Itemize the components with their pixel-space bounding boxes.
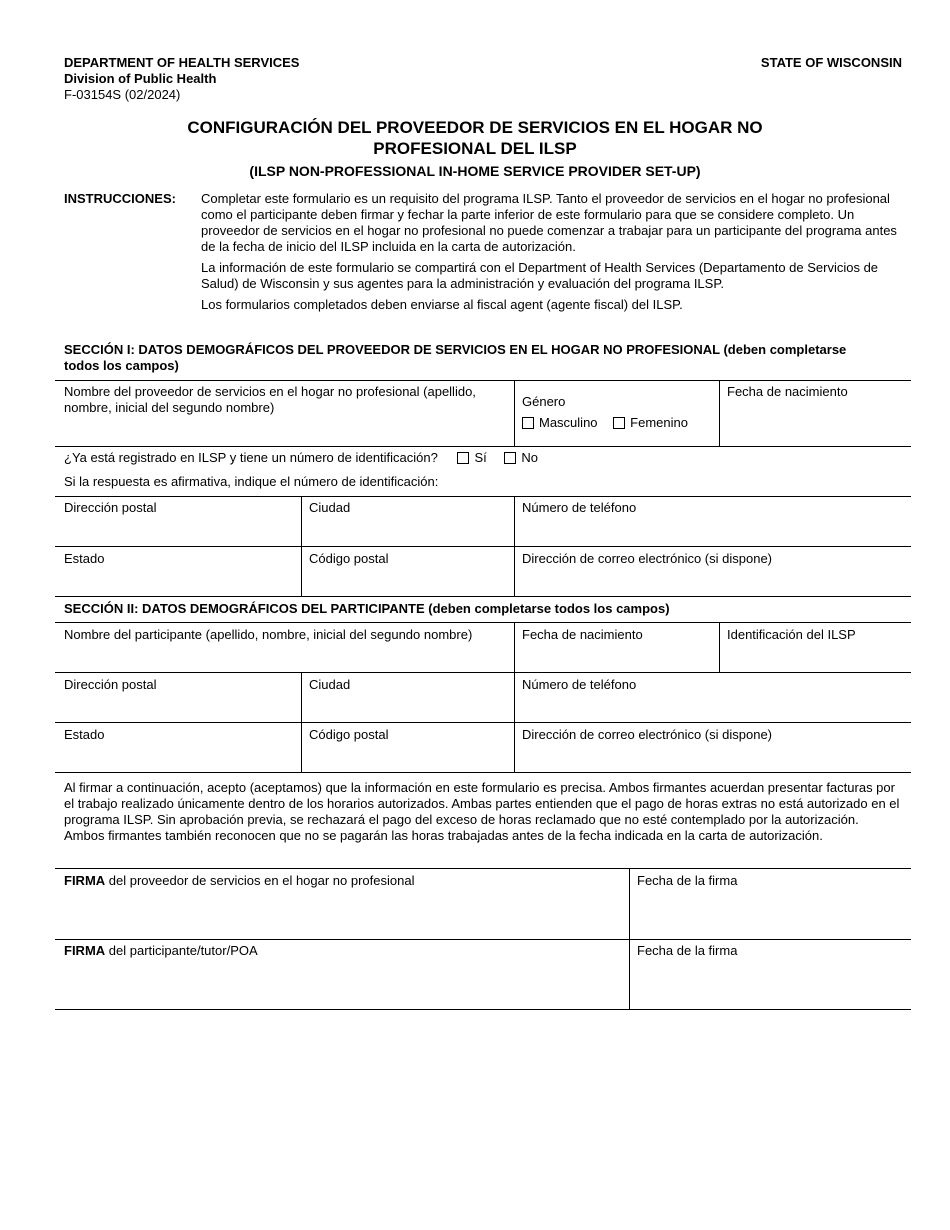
state-name: STATE OF WISCONSIN	[760, 55, 902, 70]
provider-address-field[interactable]: Dirección postal	[64, 500, 157, 515]
section1-heading: SECCIÓN I: DATOS DEMOGRÁFICOS DEL PROVEEDOR DE SERVICIOS EN EL HOGAR NO PROFESIONAL (deben completarse todos los campos)	[64, 342, 847, 373]
provider-name-field[interactable]: Nombre del proveedor de servicios en el hogar no profesional (apellido, nombre, inicial del segundo nombre)	[64, 384, 476, 415]
registered-yes-option[interactable]: Sí	[457, 450, 486, 465]
provider-email-field[interactable]: Dirección de correo electrónico (si dispone)	[522, 551, 773, 566]
department-name: DEPARTMENT OF HEALTH SERVICES	[64, 55, 300, 70]
participant-name-field[interactable]: Nombre del participante (apellido, nombre, inicial del segundo nombre)	[64, 627, 473, 642]
yes-checkbox[interactable]	[457, 452, 469, 464]
provider-phone-field[interactable]: Número de teléfono	[522, 500, 637, 515]
instructions-label: INSTRUCCIONES:	[64, 191, 176, 206]
page-subtitle: (ILSP NON-PROFESSIONAL IN-HOME SERVICE PROVIDER SET-UP)	[249, 163, 701, 179]
provider-zip-field[interactable]: Código postal	[309, 551, 389, 566]
participant-address-field[interactable]: Dirección postal	[64, 677, 157, 692]
participant-signature-date-field[interactable]: Fecha de la firma	[637, 943, 738, 958]
registered-question-row	[64, 450, 538, 466]
id-number-field[interactable]: Si la respuesta es afirmativa, indique el número de identificación:	[64, 474, 439, 489]
no-checkbox[interactable]	[504, 452, 516, 464]
agreement-text: Al firmar a continuación, acepto (aceptamos) que la información en este formulario es precisa. Ambos firmantes acuerdan presentar facturas por el trabajo realizado únicamente dentro de los horarios autorizados. Ambas partes entienden que el pago de horas extras no está autorizado en el programa ILSP. Sin aprobación previa, se rechazará el pago del exceso de horas reclamado que no esté contemplado por la autorización. Ambos firmantes también reconocen que no se pagarán las horas trabajadas antes de la fecha indicada en la carta de autorización.	[64, 780, 900, 843]
participant-ilsp-id-field[interactable]: Identificación del ILSP	[727, 627, 856, 642]
participant-signature-field[interactable]: FIRMA del participante/tutor/POA	[64, 943, 258, 958]
participant-city-field[interactable]: Ciudad	[309, 677, 351, 692]
instructions-text: Completar este formulario es un requisito del programa ILSP. Tanto el proveedor de servicios en el hogar no profesional como el participante deben firmar y fechar la parte inferior de este formulario para que se considere completo. Un proveedor de servicios en el hogar no profesional no puede comenzar a trabajar para un participante del programa antes de la fecha de inicio del ILSP incluida en la carta de autorización. La información de este formulario se compartirá con el Department of Health Services (Departamento de Servicios de Salud) de Wisconsin y sus agentes para la administración y evaluación del programa ILSP. Los formularios completados deben enviarse al fiscal agent (agente fiscal) del ILSP.	[201, 191, 897, 312]
male-checkbox[interactable]	[522, 417, 534, 429]
female-checkbox[interactable]	[613, 417, 625, 429]
participant-zip-field[interactable]: Código postal	[309, 727, 389, 742]
provider-state-field[interactable]: Estado	[64, 551, 105, 566]
participant-phone-field[interactable]: Número de teléfono	[522, 677, 637, 692]
provider-city-field[interactable]: Ciudad	[309, 500, 351, 515]
header-agency	[64, 55, 299, 103]
form-number: F-03154S (02/2024)	[64, 87, 181, 102]
page-title: CONFIGURACIÓN DEL PROVEEDOR DE SERVICIOS EN EL HOGAR NO PROFESIONAL DEL ILSP	[187, 118, 763, 158]
gender-label: Género	[522, 394, 566, 409]
gender-female-option[interactable]: Femenino	[613, 415, 688, 430]
division-name: Division of Public Health	[64, 71, 217, 86]
provider-signature-date-field[interactable]: Fecha de la firma	[637, 873, 738, 888]
participant-state-field[interactable]: Estado	[64, 727, 105, 742]
gender-options	[522, 415, 688, 431]
registered-no-option[interactable]: No	[504, 450, 538, 465]
gender-male-option[interactable]: Masculino	[522, 415, 598, 430]
registered-question: ¿Ya está registrado en ILSP y tiene un número de identificación?	[64, 450, 438, 465]
participant-birth-date-field[interactable]: Fecha de nacimiento	[522, 627, 643, 642]
provider-signature-field[interactable]: FIRMA del proveedor de servicios en el hogar no profesional	[64, 873, 415, 888]
participant-email-field[interactable]: Dirección de correo electrónico (si dispone)	[522, 727, 773, 742]
section2-heading: SECCIÓN II: DATOS DEMOGRÁFICOS DEL PARTICIPANTE (deben completarse todos los campos)	[64, 601, 670, 616]
provider-birth-date-field[interactable]: Fecha de nacimiento	[727, 384, 848, 399]
